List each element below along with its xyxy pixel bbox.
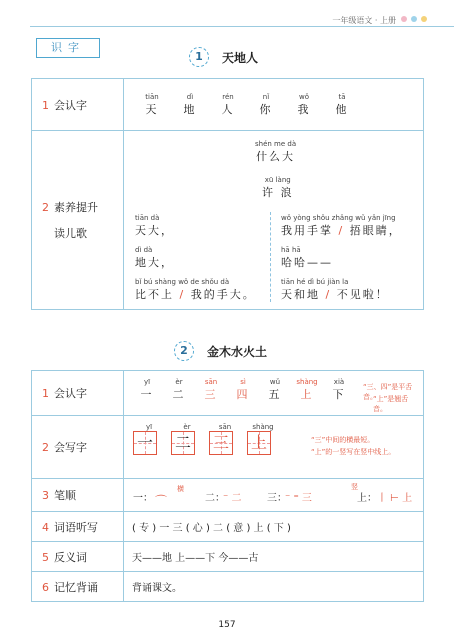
annotation: 横 <box>177 485 184 493</box>
header-rule <box>30 26 454 27</box>
hanzi: 三 <box>212 433 229 452</box>
rhyme-line: 我用手掌 <box>281 224 333 237</box>
stroke-sequence: 丨 ⊢ 上 <box>377 493 413 504</box>
table-row <box>32 542 424 572</box>
pinyin: tiān dà <box>135 214 160 222</box>
pinyin: sān <box>204 378 218 386</box>
hanzi: 一 <box>140 388 154 401</box>
row-label: 2 会写字 <box>32 416 124 479</box>
hanzi: 我 <box>297 102 311 116</box>
writing-grid-char <box>209 423 241 455</box>
hanzi: 五 <box>268 388 282 401</box>
hanzi: 下 <box>332 388 346 401</box>
antonym-text: 天——地 上——下 今——古 <box>132 553 259 564</box>
char-with-pinyin <box>291 378 323 402</box>
book-header: 一年级语文 · 上册 <box>332 16 396 25</box>
hanzi: 他 <box>335 102 349 116</box>
pinyin: wǒ <box>298 92 309 101</box>
row-label: 1 会认字 <box>32 371 124 416</box>
rhyme-line: 捂眼睛， <box>349 224 402 237</box>
hanzi: 地 <box>183 102 197 116</box>
char-with-pinyin <box>259 378 291 402</box>
rhyme-title: 什么大 <box>256 150 296 163</box>
char-with-pinyin <box>247 93 285 117</box>
pinyin: wǔ <box>269 378 281 386</box>
row-sublabel: 读儿歌 <box>54 227 87 240</box>
stroke-mark: ⌒ <box>155 494 168 508</box>
rhyme-line: 天大， <box>135 224 174 237</box>
pinyin: wǒ yòng shǒu zhǎng wǔ yǎn jīng <box>281 214 396 222</box>
pinyin: yī <box>143 378 151 386</box>
pinyin: nǐ <box>262 92 270 101</box>
writing-grid-char <box>133 423 165 455</box>
tianzi-grid <box>209 431 233 455</box>
recite-text: 背诵课文。 <box>132 583 182 594</box>
writing-grid-char <box>247 423 279 455</box>
annotation: “三”中间的横最短。 <box>311 436 375 444</box>
hanzi: 天 <box>145 102 159 116</box>
row-label: 5 反义词 <box>32 542 124 572</box>
rhyme-line: 比不上 <box>135 288 174 301</box>
header-dot-2 <box>411 16 417 22</box>
pinyin: xià <box>333 378 345 386</box>
recite-cell <box>124 572 424 602</box>
section-tag: 识字 <box>36 38 100 58</box>
char-with-pinyin <box>285 93 323 117</box>
table-row <box>32 131 424 310</box>
char-with-pinyin <box>323 93 361 117</box>
header-dot-3 <box>421 16 427 22</box>
pinyin: tiān <box>145 92 159 101</box>
header-dot-1 <box>401 16 407 22</box>
stroke-sequence: ⁻ 二 <box>223 493 242 504</box>
writing-grid-char <box>171 423 203 455</box>
char-with-pinyin <box>195 378 227 402</box>
hanzi: 上 <box>250 433 267 452</box>
annotation: “三、四”是平舌音。 <box>363 383 413 401</box>
table-row <box>32 416 424 479</box>
stroke-label: 二： <box>205 493 225 504</box>
pinyin: xū làng <box>264 176 291 184</box>
char-with-pinyin <box>131 378 163 402</box>
pinyin: rén <box>222 92 234 101</box>
rhyme-author: 许 浪 <box>262 186 294 199</box>
dictation-cell <box>124 512 424 542</box>
table-row <box>32 79 424 131</box>
annotation: “上”的一竖写在竖中线上。 <box>311 448 396 456</box>
pinyin: sān <box>218 423 232 431</box>
tianzi-grid <box>247 431 271 455</box>
rhyme-line: 哈哈—— <box>281 256 333 269</box>
lesson-title: 金木水火土 <box>207 345 268 359</box>
stroke-label: 三： <box>267 493 287 504</box>
hanzi: 上 <box>300 388 314 401</box>
tianzi-grid <box>133 431 157 455</box>
char-with-pinyin <box>133 93 171 117</box>
lesson-number-badge: 2 <box>174 341 194 361</box>
char-with-pinyin <box>323 378 355 402</box>
char-with-pinyin <box>227 378 259 402</box>
write-chars-cell <box>124 416 424 479</box>
pinyin: bǐ bú shàng wǒ de shǒu dà <box>135 278 230 286</box>
dictation-text: ( 专 ) 一 三 ( 心 ) 二 ( 意 ) 上 ( 下 ) <box>132 523 291 534</box>
lesson2-table <box>31 370 424 602</box>
lesson1-table <box>31 78 424 310</box>
pinyin: èr <box>175 378 183 386</box>
stroke-label: 上： <box>357 493 377 504</box>
hanzi: 二 <box>172 388 186 401</box>
hanzi: 人 <box>221 102 235 116</box>
pinyin: tā <box>338 92 346 101</box>
pinyin: shàng <box>296 378 318 386</box>
table-row <box>32 479 424 512</box>
char-with-pinyin <box>171 93 209 117</box>
lesson-number-badge: 1 <box>189 47 209 67</box>
hanzi: 你 <box>259 102 273 116</box>
lesson-title: 天地人 <box>222 51 259 65</box>
pinyin: hā hā <box>281 246 301 254</box>
recognize-chars-cell <box>124 79 424 131</box>
rhyme-cell: shén me dà 什么大 xū làng 许 浪 tiān dà 天大， dì dà 地大， bǐ bú shàng wǒ de shǒu dà 比不上 / 我的手大。 wǒ yòng shǒu zhǎng wǔ yǎn jīng 我用手掌 / 捂眼睛， hā hā 哈哈—— tiān hé dì bú jiàn la 天和地 / 不见啦！ <box>124 131 424 310</box>
pinyin: dì <box>186 92 194 101</box>
annotation: “上”是翘舌音。 <box>373 395 409 413</box>
stroke-sequence: ⁻ ⁼ 三 <box>285 493 312 504</box>
row-label: 1 会认字 <box>32 79 124 131</box>
pinyin: tiān hé dì bú jiàn la <box>281 278 349 286</box>
char-with-pinyin <box>163 378 195 402</box>
pinyin: yī <box>145 423 153 431</box>
row-label: 4 词语听写 <box>32 512 124 542</box>
hanzi: 二 <box>174 433 191 452</box>
hanzi: 一 <box>136 433 153 452</box>
rhyme-line: 地大， <box>135 256 174 269</box>
pinyin: èr <box>183 423 191 431</box>
pinyin: sì <box>240 378 246 386</box>
pinyin: dì dà <box>135 246 153 254</box>
row-label: 6 记忆背诵 <box>32 572 124 602</box>
row-label: 3 笔顺 <box>32 479 124 512</box>
table-row <box>32 371 424 416</box>
hanzi: 四 <box>236 388 250 401</box>
stroke-label: 一： <box>133 493 153 504</box>
stroke-order-cell <box>124 479 424 512</box>
annotation: 竖 <box>351 483 358 491</box>
table-row <box>32 512 424 542</box>
row-label: 2 素养提升 读儿歌 <box>32 131 124 310</box>
page-number: 157 <box>218 620 236 630</box>
antonyms-cell <box>124 542 424 572</box>
divider <box>270 212 271 302</box>
table-row <box>32 572 424 602</box>
rhyme-line: 我的手大。 <box>190 288 256 301</box>
rhyme-line: 天和地 <box>281 288 320 301</box>
pinyin: shén me dà <box>255 140 297 148</box>
rhyme-line: 不见啦！ <box>336 288 389 301</box>
hanzi: 三 <box>204 388 218 401</box>
pinyin: shàng <box>252 423 274 431</box>
tianzi-grid <box>171 431 195 455</box>
char-with-pinyin <box>209 93 247 117</box>
recognize-chars-cell <box>124 371 424 416</box>
